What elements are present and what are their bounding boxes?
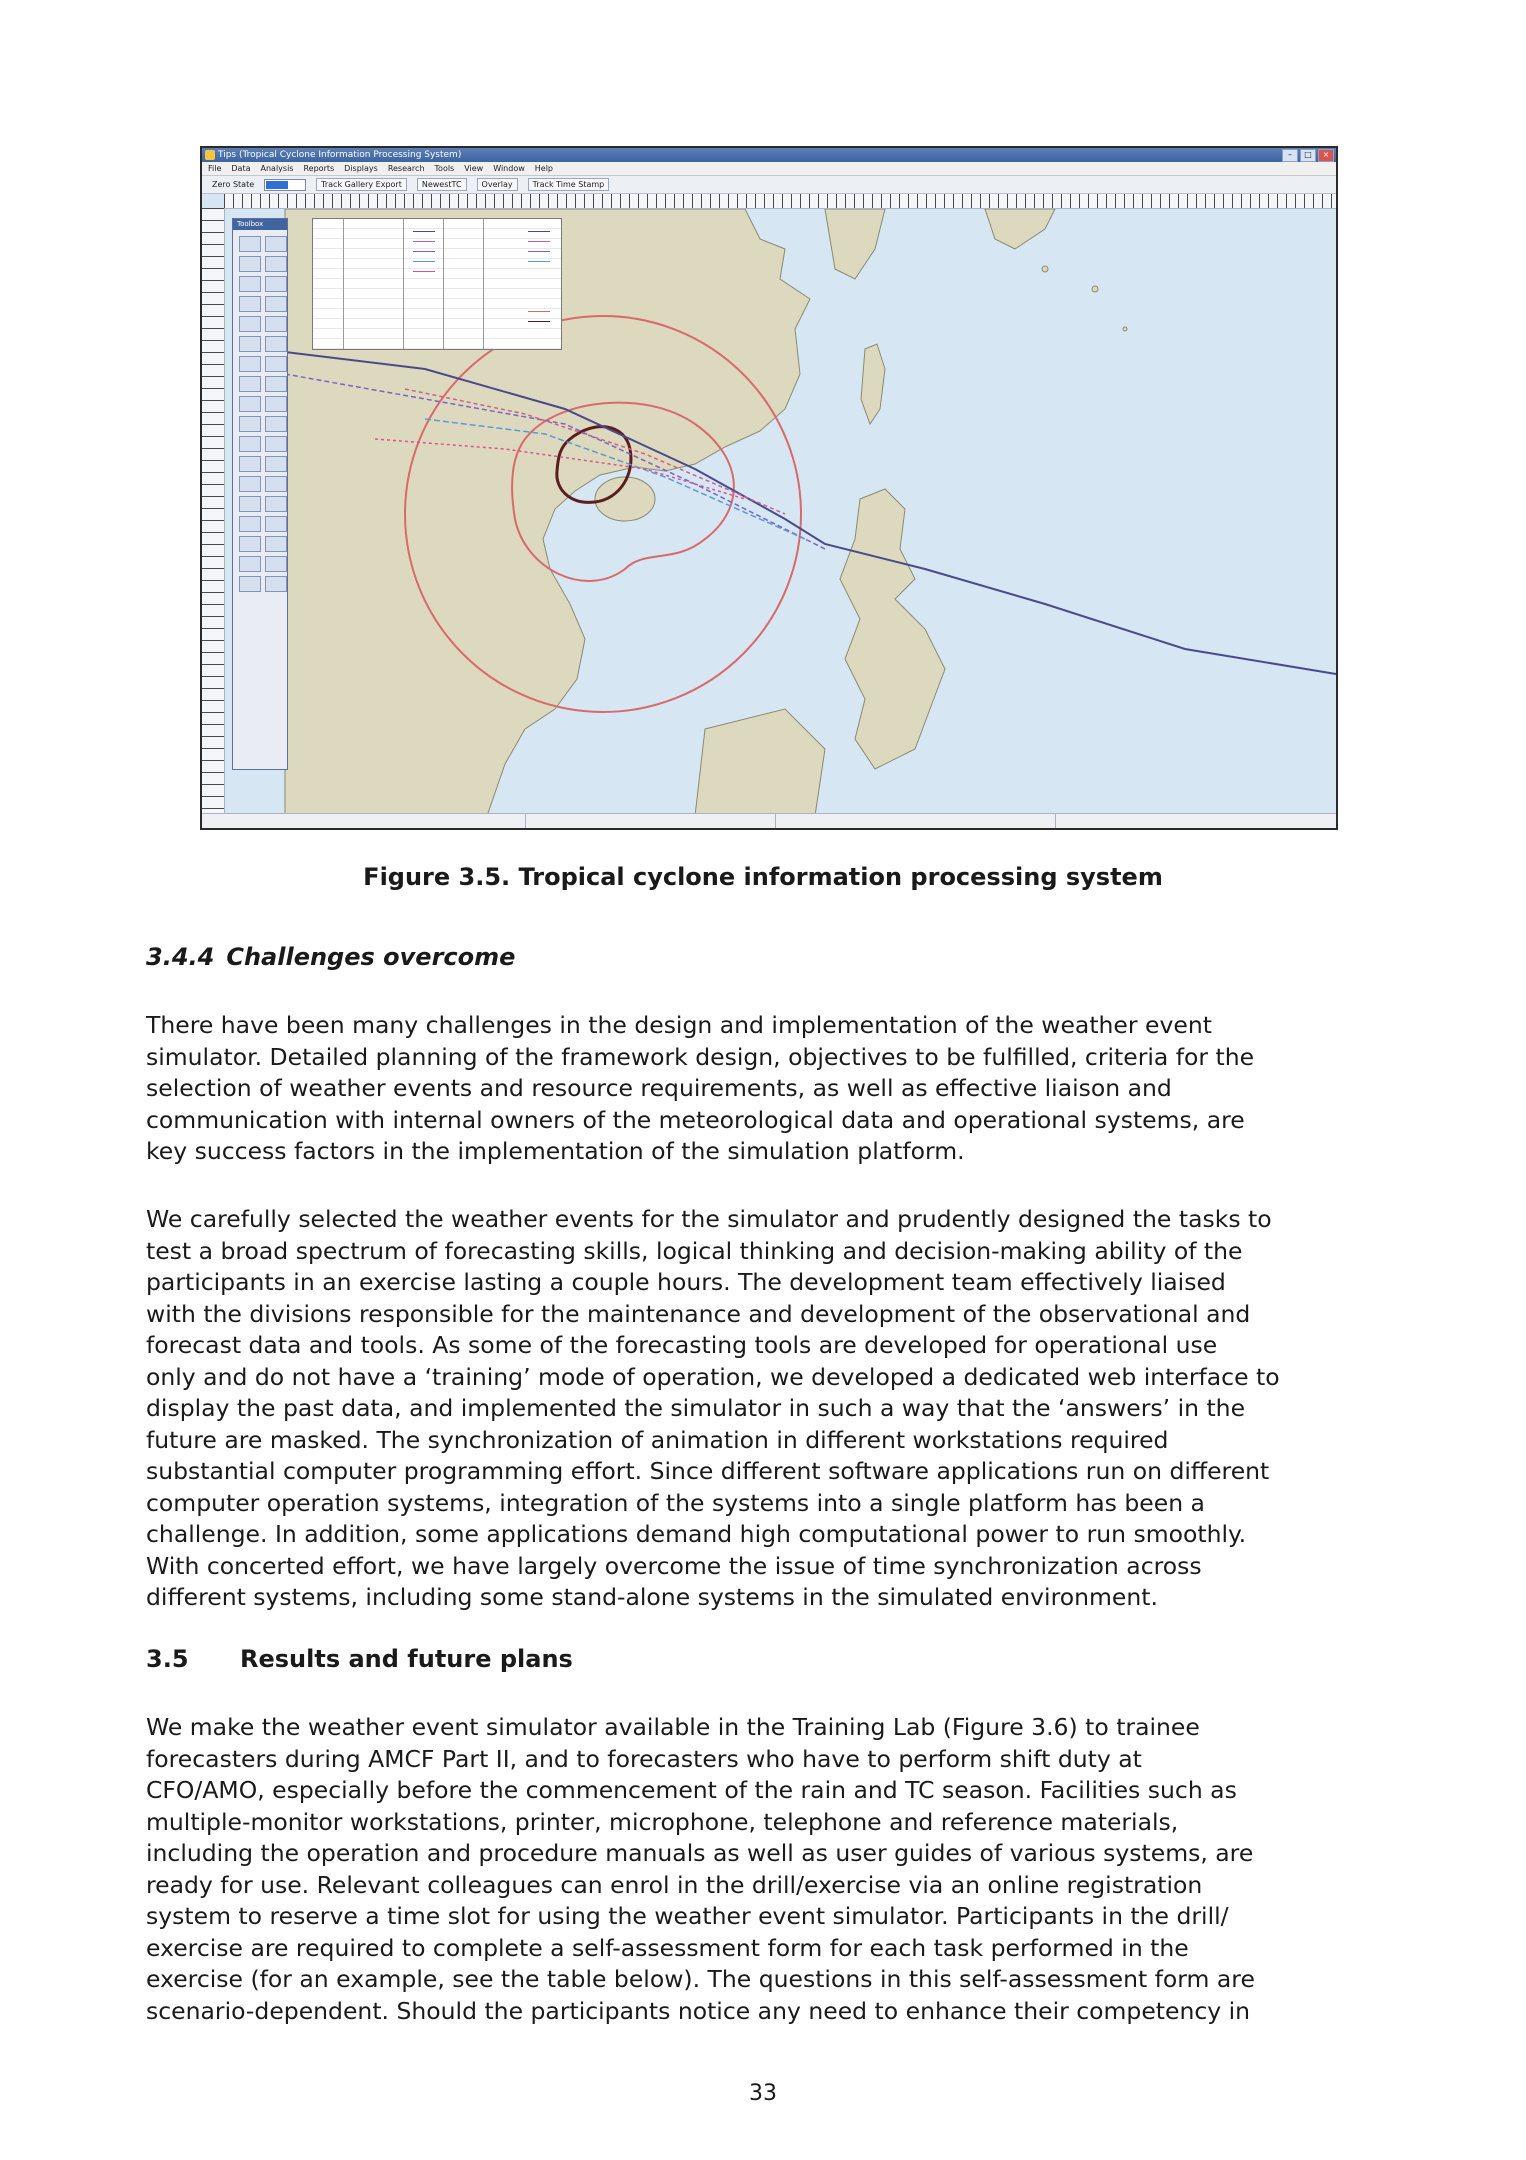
tips-screenshot-figure [200,146,1338,830]
menu-window: Window [493,164,525,173]
section-number: 3.5 [146,1645,189,1673]
tool-icon [265,256,287,272]
tool-icon [239,276,261,292]
text-line: test a broad spectrum of forecasting skills, logical thinking and decision-making ability of the [146,1236,1243,1265]
close-icon: × [1318,149,1334,162]
menu-file: File [208,164,222,173]
legend-line [413,271,435,272]
tool-icon [265,436,287,452]
text-line: different systems, including some stand-alone systems in the simulated environment. [146,1583,1158,1611]
text-line: selection of weather events and resource requirements, as well as effective liaison and [146,1074,1172,1102]
status-cell [202,814,526,828]
window-controls [1282,149,1334,162]
tool-icon [265,316,287,332]
tool-icon [239,436,261,452]
text-line: system to reserve a time slot for using the weather event simulator. Participants in the drill/ [146,1902,1229,1930]
text-line: exercise (for an example, see the table below). The questions in this self-assessment form are [146,1965,1255,1993]
tool-icon [265,396,287,412]
section-number: 3.4.4 [146,943,215,971]
legend-column [443,219,484,349]
zero-state-combo [264,179,306,191]
text-line: with the divisions responsible for the maintenance and development of the observational and [146,1299,1251,1328]
minimize-icon: – [1282,149,1298,162]
legend-line [413,261,435,262]
status-cell [772,814,1056,828]
text-line: We make the weather event simulator available in the Training Lab (Figure 3.6) to trainee [146,1713,1200,1741]
text-line: future are masked. The synchronization of animation in different workstations required [146,1425,1169,1454]
tool-icon [239,496,261,512]
tool-icon [265,356,287,372]
tool-icon [239,476,261,492]
overlay-button: Overlay [477,178,518,191]
text-line: We carefully selected the weather events for the simulator and prudently designed the tasks to [146,1205,1272,1233]
menu-tools: Tools [434,164,455,173]
text-line: There have been many challenges in the design and implementation of the weather event [146,1011,1212,1039]
maximize-icon: □ [1300,149,1316,162]
text-line: With concerted effort, we have largely overcome the issue of time synchronization across [146,1551,1202,1580]
tool-icon [239,256,261,272]
text-line: scenario-dependent. Should the participants notice any need to enhance their competency in [146,1996,1251,2025]
legend-line [413,251,435,252]
text-line: display the past data, and implemented the simulator in such a way that the ‘answers’ in the [146,1394,1246,1422]
tool-icon [239,376,261,392]
tool-icon [239,336,261,352]
menu-research: Research [387,164,425,173]
tool-icon [239,356,261,372]
status-cell [1052,814,1335,828]
tool-icon [265,336,287,352]
status-cell [522,814,776,828]
track-legend-panel [312,218,562,350]
tool-icon [265,476,287,492]
legend-column [313,219,344,349]
legend-line [528,261,550,262]
app-toolbar [202,176,1336,194]
legend-column [483,219,563,349]
tool-icon [239,316,261,332]
menu-bar [202,162,1336,176]
text-line: only and do not have a ‘training’ mode of operation, we developed a dedicated web interface to [146,1362,1280,1391]
menu-reports: Reports [303,164,335,173]
zero-state-label: Zero State [212,180,255,189]
paragraph-challenges-2 [146,1204,1406,1614]
section-title: Results and future plans [240,1645,573,1673]
tool-icon [239,556,261,572]
tool-icon [265,516,287,532]
legend-line [413,231,435,232]
tool-icon [265,496,287,512]
legend-line [528,251,550,252]
menu-data: Data [231,164,251,173]
toolbox-icon-grid [233,230,287,598]
legend-line [413,241,435,242]
text-line: simulator. Detailed planning of the framework design, objectives to be fulfilled, criteria for the [146,1042,1255,1071]
tool-icon [265,416,287,432]
legend-line [528,241,550,242]
menu-view: View [464,164,484,173]
tool-icon [265,556,287,572]
text-line: challenge. In addition, some applications demand high computational power to run smoothly. [146,1520,1247,1548]
tool-icon [239,456,261,472]
text-line: CFO/AMO, especially before the commencement of the rain and TC season. Facilities such as [146,1776,1237,1804]
paragraph-challenges-1 [146,1010,1406,1168]
tool-icon [239,296,261,312]
tool-icon [265,296,287,312]
text-line: substantial computer programming effort. Since different software applications run on different [146,1457,1270,1485]
legend-line [528,321,550,322]
text-line: forecast data and tools. As some of the forecasting tools are developed for operational use [146,1331,1218,1359]
paragraph-results [146,1712,1406,2027]
text-line: multiple-monitor workstations, printer, microphone, telephone and reference materials, [146,1807,1179,1836]
section-heading-3-5 [146,1644,573,1674]
track-gallery-button: Track Gallery Export [316,178,407,191]
app-icon [205,150,215,160]
tool-icon [239,576,261,592]
text-line: computer operation systems, integration of the systems into a single platform has been a [146,1488,1205,1517]
toolbox-panel [232,218,288,770]
tool-icon [239,536,261,552]
text-line: forecasters during AMCF Part II, and to forecasters who have to perform shift duty at [146,1744,1142,1773]
window-title: Tips (Tropical Cyclone Information Processing System) [218,150,462,160]
figure-caption: Figure 3.5. Tropical cyclone information processing system [363,863,1163,891]
tool-icon [239,416,261,432]
newest-tc-button: NewestTC [417,178,467,191]
menu-analysis: Analysis [260,164,294,173]
text-line: ready for use. Relevant colleagues can enrol in the drill/exercise via an online registration [146,1870,1203,1899]
tool-icon [265,376,287,392]
menu-displays: Displays [344,164,378,173]
legend-line [528,231,550,232]
menu-help: Help [534,164,554,173]
window-title-bar [202,148,1336,162]
tool-icon [265,276,287,292]
section-heading-3-4-4 [146,942,515,972]
tool-icon [265,576,287,592]
text-line: including the operation and procedure manuals as well as user guides of various systems, are [146,1839,1254,1867]
toolbox-title: Toolbox [233,219,287,230]
app-status-bar [202,813,1336,828]
track-time-stamp-button: Track Time Stamp [528,178,610,191]
legend-column [343,219,404,349]
text-line: key success factors in the implementation of the simulation platform. [146,1137,965,1165]
tool-icon [239,516,261,532]
legend-line [528,311,550,312]
tool-icon [265,236,287,252]
text-line: participants in an exercise lasting a couple hours. The development team effectively liaised [146,1268,1226,1296]
tool-icon [239,396,261,412]
tool-icon [265,536,287,552]
text-line: exercise are required to complete a self-assessment form for each task performed in the [146,1933,1189,1962]
section-title: Challenges overcome [226,943,516,971]
text-line: communication with internal owners of the meteorological data and operational systems, are [146,1105,1245,1134]
tool-icon [265,456,287,472]
longitude-ruler [224,194,1336,209]
legend-column [403,219,444,349]
tool-icon [239,236,261,252]
latitude-ruler [202,208,225,814]
page-number: 33 [749,2081,777,2106]
